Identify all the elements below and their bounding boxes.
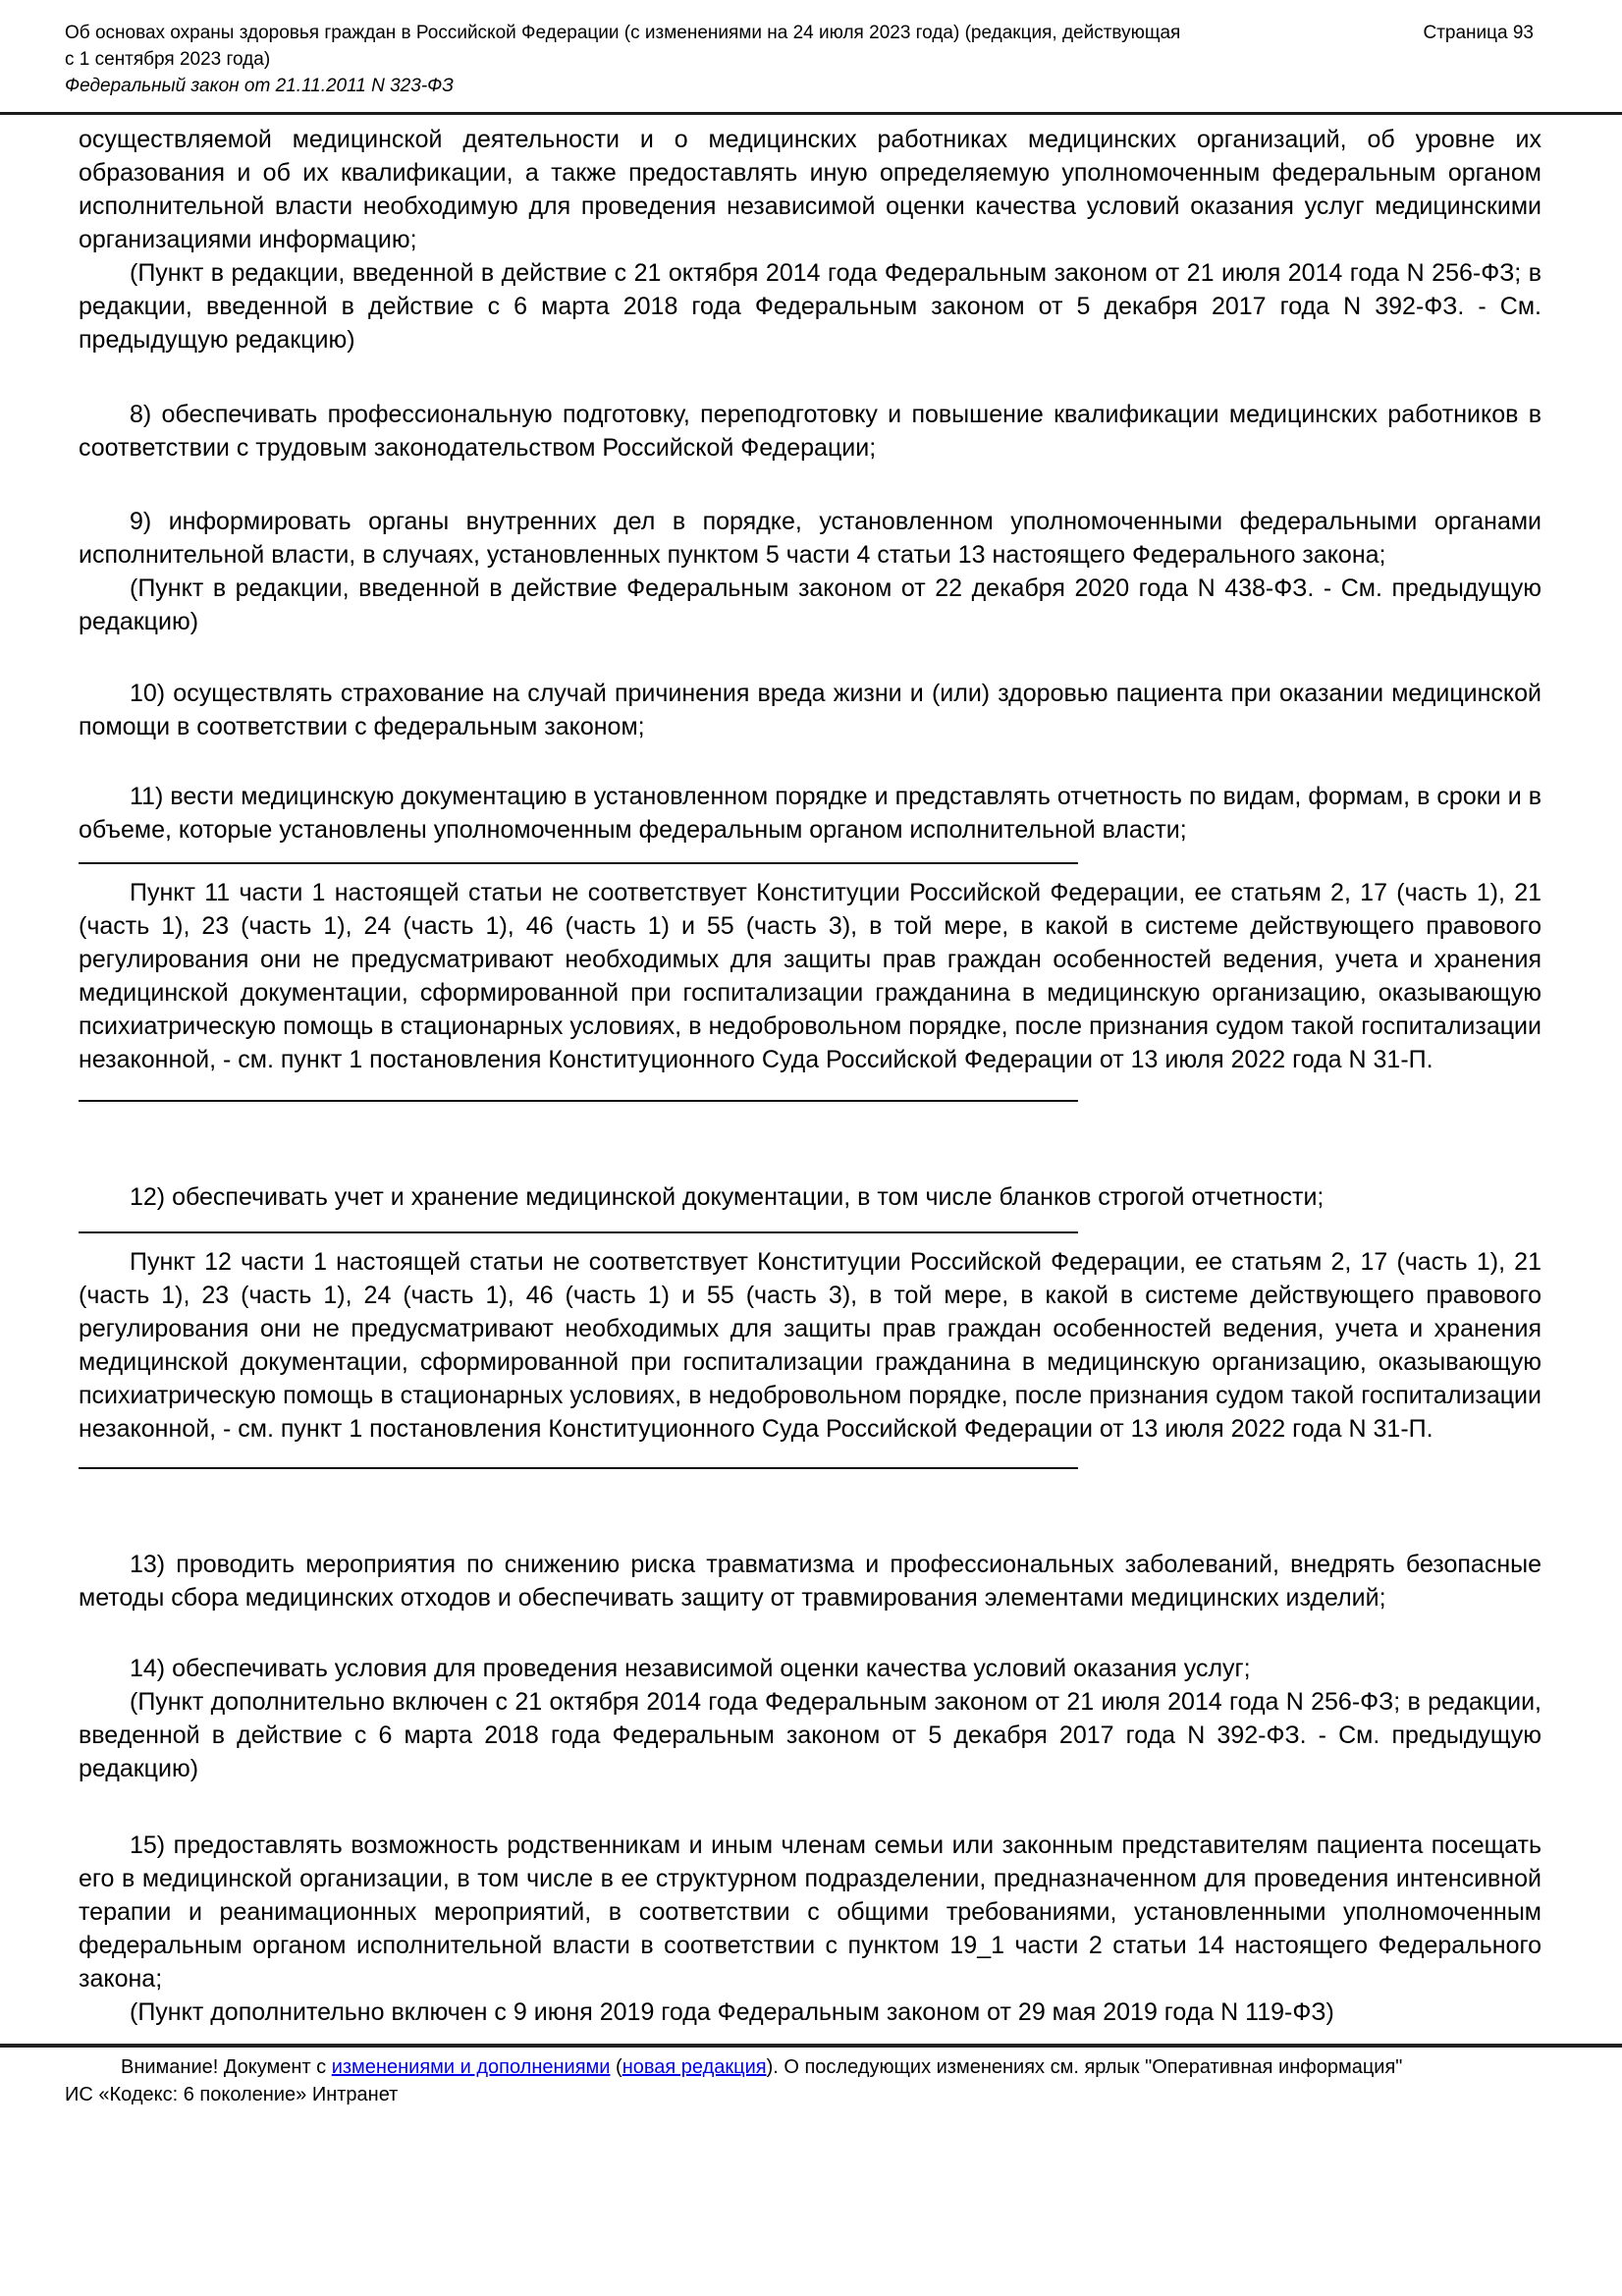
footnote-rule-open-11 <box>79 862 1078 864</box>
editorial-note-14: (Пункт дополнительно включен с 21 октября 2014 года Федеральным законом от 21 июля 2014 года N 256-ФЗ; в редакции, введенной в действие с 6 марта 2018 года Федеральным законом от 5 декабря 2017 года N 392-ФЗ. - См. предыдущую редакцию) <box>79 1688 1541 1782</box>
document-body <box>79 115 1541 2029</box>
editorial-note-9: (Пункт в редакции, введенной в действие Федеральным законом от 22 декабря 2020 года N 438-ФЗ. - См. предыдущую редакцию) <box>79 574 1541 635</box>
list-item-9: 9) информировать органы внутренних дел в порядке, установленном уполномоченными федеральными органами исполнительной власти, в случаях, установленных пунктом 5 части 4 статьи 13 настоящего Федерального закона; <box>79 508 1541 569</box>
list-item-12: 12) обеспечивать учет и хранение медицинской документации, в том числе бланков строгой отчетности; <box>130 1183 1325 1211</box>
document-title <box>65 20 1380 99</box>
document-header <box>0 0 1622 99</box>
document-title-line-2: с 1 сентября 2023 года) <box>65 49 271 70</box>
document-footer <box>0 2048 1622 2108</box>
footnote-item-11: Пункт 11 части 1 настоящей статьи не соответствует Конституции Российской Федерации, ее статьям 2, 17 (часть 1), 21 (часть 1), 23 (часть 1), 24 (часть 1), 46 (часть 1) и 55 (часть 3), в той мере, в какой в системе действующего правового регулирования они не предусматривают необходимых для защиты прав граждан особенностей ведения, учета и хранения медицинской документации, сформированной при госпитализации гражданина в медицинскую организацию, оказывающую психиатрическую помощь в стационарных условиях, в недобровольном порядке, после признания судом такой госпитализации незаконной, - см. пункт 1 постановления Конституционного Суда Российской Федерации от 13 июля 2022 года N 31-П. <box>79 879 1541 1073</box>
page-number: Страница 93 <box>1423 23 1534 43</box>
footer-warning-post: ). О последующих изменениях см. ярлык "Оперативная информация" <box>766 2056 1403 2078</box>
list-item-10: 10) осуществлять страхование на случай причинения вреда жизни и (или) здоровью пациента при оказании медицинской помощи в соответствии с федеральным законом; <box>79 680 1541 740</box>
list-item-8: 8) обеспечивать профессиональную подготовку, переподготовку и повышение квалификации медицинских работников в соответствии с трудовым законодательством Российской Федерации; <box>79 401 1541 462</box>
footnote-rule-open-12 <box>79 1231 1078 1233</box>
list-item-13: 13) проводить мероприятия по снижению риска травматизма и профессиональных заболеваний, внедрять безопасные методы сбора медицинских отходов и обеспечивать защиту от травмирования элементами медицинских изделий; <box>79 1551 1541 1612</box>
list-item-15: 15) предоставлять возможность родственникам и иным членам семьи или законным представителям пациента посещать его в медицинской организации, в том числе в ее структурном подразделении, предназначенном для проведения интенсивной терапии и реанимационных мероприятий, в соответствии с общими требованиями, установленными уполномоченным федеральным органом исполнительной власти в соответствии с пунктом 19_1 части 2 статьи 14 настоящего Федерального закона; <box>79 1831 1541 1993</box>
changes-and-additions-link[interactable]: изменениями и дополнениями <box>331 2056 611 2078</box>
footer-warning-pre: Внимание! Документ с <box>121 2056 332 2078</box>
list-item-11: 11) вести медицинскую документацию в установленном порядке и представлять отчетность по видам, формам, в сроки и в объеме, которые установлены уполномоченным федеральным органом исполнительной власти; <box>79 783 1541 844</box>
footer-warning-line <box>65 2053 1557 2081</box>
list-item-14: 14) обеспечивать условия для проведения независимой оценки качества условий оказания услуг; <box>130 1655 1251 1682</box>
footnote-item-12: Пункт 12 части 1 настоящей статьи не соответствует Конституции Российской Федерации, ее статьям 2, 17 (часть 1), 21 (часть 1), 23 (часть 1), 24 (часть 1), 46 (часть 1) и 55 (часть 3), в той мере, в какой в системе действующего правового регулирования они не предусматривают необходимых для защиты прав граждан особенностей ведения, учета и хранения медицинской документации, сформированной при госпитализации гражданина в медицинскую организацию, оказывающую психиатрическую помощь в стационарных условиях, в недобровольном порядке, после признания судом такой госпитализации незаконной, - см. пункт 1 постановления Конституционного Суда Российской Федерации от 13 июля 2022 года N 31-П. <box>79 1248 1541 1443</box>
paragraph-continuation: осуществляемой медицинской деятельности и о медицинских работниках медицинских организаций, об уровне их образования и об их квалификации, а также предоставлять иную определяемую уполномоченным федеральным органом исполнительной власти необходимую для проведения независимой оценки качества условий оказания услуг медицинскими организациями информацию; <box>79 126 1541 253</box>
footnote-rule-close-11 <box>79 1100 1078 1102</box>
new-edition-link[interactable]: новая редакция <box>622 2056 767 2078</box>
editorial-note-p7: (Пункт в редакции, введенной в действие с 21 октября 2014 года Федеральным законом от 21 июля 2014 года N 256-ФЗ; в редакции, введенной в действие с 6 марта 2018 года Федеральным законом от 5 декабря 2017 года N 392-ФЗ. - См. предыдущую редакцию) <box>79 259 1541 354</box>
footer-system-label: ИС «Кодекс: 6 поколение» Интранет <box>65 2084 399 2105</box>
footer-warning-mid: ( <box>610 2056 622 2078</box>
editorial-note-15: (Пункт дополнительно включен с 9 июня 2019 года Федеральным законом от 29 мая 2019 года N 119-ФЗ) <box>130 1998 1334 2026</box>
footnote-rule-close-12 <box>79 1467 1078 1469</box>
document-subtitle: Федеральный закон от 21.11.2011 N 323-ФЗ <box>65 76 454 96</box>
document-title-line-1: Об основах охраны здоровья граждан в Российской Федерации (с изменениями на 24 июля 2023 года) (редакция, действующая <box>65 23 1181 43</box>
